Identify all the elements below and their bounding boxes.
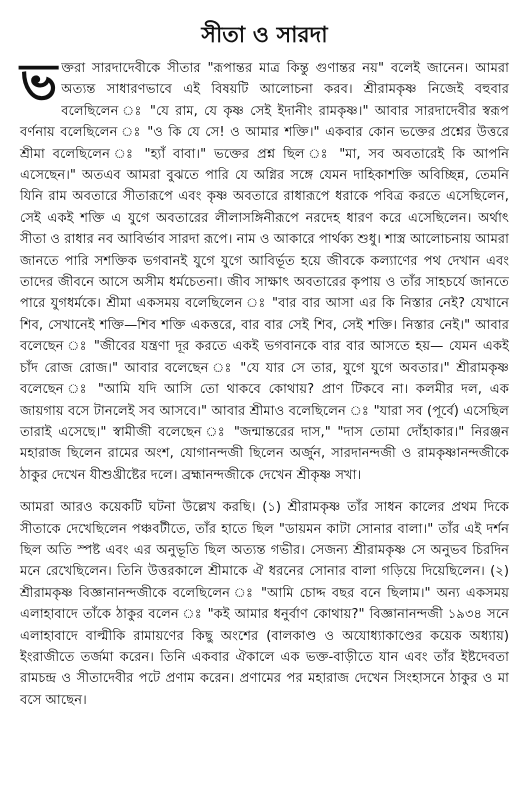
text-line: পবিত্র করতে এসেছিলেন, সেই একই শক্তি এ যুগে অবতারের লীলাসঙ্গিনীরূপে: [20, 189, 509, 226]
text-line: না। কলমীর দল, এক জায়গায় বসে টানলেই সব আসবে।" আবার শ্রীমাও বলেছিলেন ঃ: [20, 382, 509, 419]
text-line: যেমন একই চাঁদ রোজ রোজ।" আবার বলেছেন ঃ "যে যার সে তার, যুগে যুগে: [20, 339, 509, 376]
chapter-body: [20, 53, 510, 711]
text-line: "আমি চোদ্দ বছর বনে ছিলাম।" অন্য একসময় এলাহাবাদে তাঁকে ঠাকুর বলেন ঃ "কই: [20, 585, 509, 623]
text-line: বহুবার বলেছিলেন ঃ "যে রাম, যে কৃষ্ণ সেই ইদানীং রামকৃষ্ণ।" আবার সারদাদেবীর: [61, 82, 509, 119]
text-line: যুগে আবির্ভূত হয়ে জীবকে কল্যাণের পথ দেখান এবং তাদের জীবনে আসে অসীম: [20, 253, 509, 291]
drop-cap: ভ: [20, 53, 58, 111]
text-line: সোনার বালা গড়িয়ে দিয়েছিলেন। (২) শ্রীরামকৃষ্ণ বিজ্ঞানানন্দজীকে বলেছিলেন ঃ: [20, 564, 509, 601]
text-line: নরদেহ ধারণ করে এসেছিলেন। অর্থাৎ সীতা ও রাধার নব আবির্ভাব সারদা রূপে। নাম: [20, 210, 509, 248]
text-line: "যারা সব (পূর্বে) এসেছিল তারাই এসেছে।" স্বামীজী বলেছেন ঃ "জন্মান্তরের দাস,": [20, 403, 509, 440]
text-line: আবার বলেছেন ঃ "জীবের যন্ত্রণা দূর করতে একই ভগবানকে বার বার আসতে হয়—: [20, 317, 509, 355]
text-line: আমরা আরও কয়েকটি ঘটনা উল্লেখ করছি। (১) শ্রীরামকৃষ্ণ তাঁর সাধন কালের: [20, 500, 445, 516]
text-line: ও আকারে পার্থক্য শুধু। শাস্ত্র আলোচনায় আমরা জানতে পারি সশক্তিক ভগবানই যুগে: [20, 232, 509, 269]
text-line: তিনি একবার ঐকালে এক ভক্ত-বাড়ীতে যান এবং তাঁর ইষ্টদেবতা রামচন্দ্র ও সীতাদেবীর: [20, 649, 509, 687]
text-line: শ্রীরামকৃষ্ণ সে অনুভব চিরদিন মনে রেখেছিলেন। তিনি উত্তরকালে শ্রীমাকে ঐ ধরনের: [20, 542, 509, 580]
text-line: বালা।" তাঁর এই দর্শন ছিল অতি স্পষ্ট এবং এর অনুভূতি ছিল অত্যন্ত গভীর। সেজন্য: [20, 521, 510, 558]
text-line: প্রথম দিকে সীতাকে দেখেছিলেন পঞ্চবটীতে, তাঁর হাতে ছিল "ডায়মন কাটা সোনার: [20, 500, 509, 537]
text-line: দেখেন শ্রীকৃষ্ণ সখা।: [258, 467, 362, 483]
text-line: সেখানেই শক্তি—শিব শক্তি একত্তরে, বার বার সেই শিব, সেই শক্তি। নিস্তার নেই।": [48, 317, 471, 333]
text-line: অর্জুন, সারদানন্দজী ও রামকৃষ্ণানন্দজীকে ঠাকুর দেখেন যীশুখ্রীষ্টের দলে। ব্রহ্মানন্দজীকে: [20, 446, 509, 483]
text-line: কিছু অংশের (বালকাণ্ড ও অযোধ্যাকাণ্ডের কয়েক অধ্যায়) ইংরাজীতে তর্জমা করেন।: [20, 628, 509, 665]
text-line: প্রশ্নের উত্তরে শ্রীমা বলেছিলেন ঃ "হ্যাঁ বাবা।" ভক্তের প্রশ্ন ছিল ঃ "মা, সব অবতারেই কি: [20, 125, 509, 162]
text-line: "দাস তোমা দোঁহাকার।" নিরঞ্জন মহারাজ ছিলেন রামের অংশ, যোগানন্দজী ছিলেন: [20, 424, 509, 462]
paragraph: [20, 497, 509, 711]
text-line: অবতার।" শ্রীরামকৃষ্ণ বলেছেন ঃ "আমি যদি আসি তো থাকবে কোথায়? প্রাণ টিকবে: [20, 360, 509, 398]
text-line: পটে প্রণাম করেন। প্রণামের পর মহারাজ দেখেন সিংহাসনে ঠাকুর ও মা বসে আছেন।: [20, 671, 509, 708]
text-line: শ্রীমা একসময় বলেছিলেন ঃ "বার বার আসা এর কি নিস্তার নেই? যেখানে শিব,: [20, 296, 509, 333]
chapter-title: সীতা ও সারদা: [201, 23, 328, 48]
text-line: স্বরূপ বর্ণনায় বলেছিলেন ঃ "ও কি যে সে! ও আমার শক্তি।" একবার কোন ভক্তের: [20, 103, 509, 141]
text-line: ক্তরা সারদাদেবীকে সীতার "রূপান্তর মাত্র কিন্তু গুণান্তর নয়" বলেই জানেন।: [61, 61, 469, 76]
text-line: আমরা অত্যন্ত সাধারণভাবে এই বিষয়টি আলোচনা করব। শ্রীরামকৃষ্ণ নিজেই: [61, 61, 509, 98]
text-line: ধর্মচেতনা। জীব সাক্ষাৎ অবতারের কৃপায় ও তাঁর সাহচর্যে জানতে পারে যুগধর্মকে।: [20, 275, 509, 312]
paragraph: [20, 53, 510, 486]
text-line: অবিচ্ছিন্ন, তেমনি যিনি রাম অবতারে সীতারূপে এবং কৃষ্ণ অবতারে রাধারূপে ধরাকে: [20, 168, 510, 205]
text-line: আমার ধনুর্বাণ কোথায়?" বিজ্ঞানানন্দজী ১৯৩৪ সনে এলাহাবাদে বাল্মীকি রামায়ণের: [20, 607, 509, 644]
text-line: আপনি এসেছেন।" অতএব আমরা বুঝতে পারি যে অগ্নির সঙ্গে যেমন দাহিকাশক্তি: [20, 146, 509, 184]
